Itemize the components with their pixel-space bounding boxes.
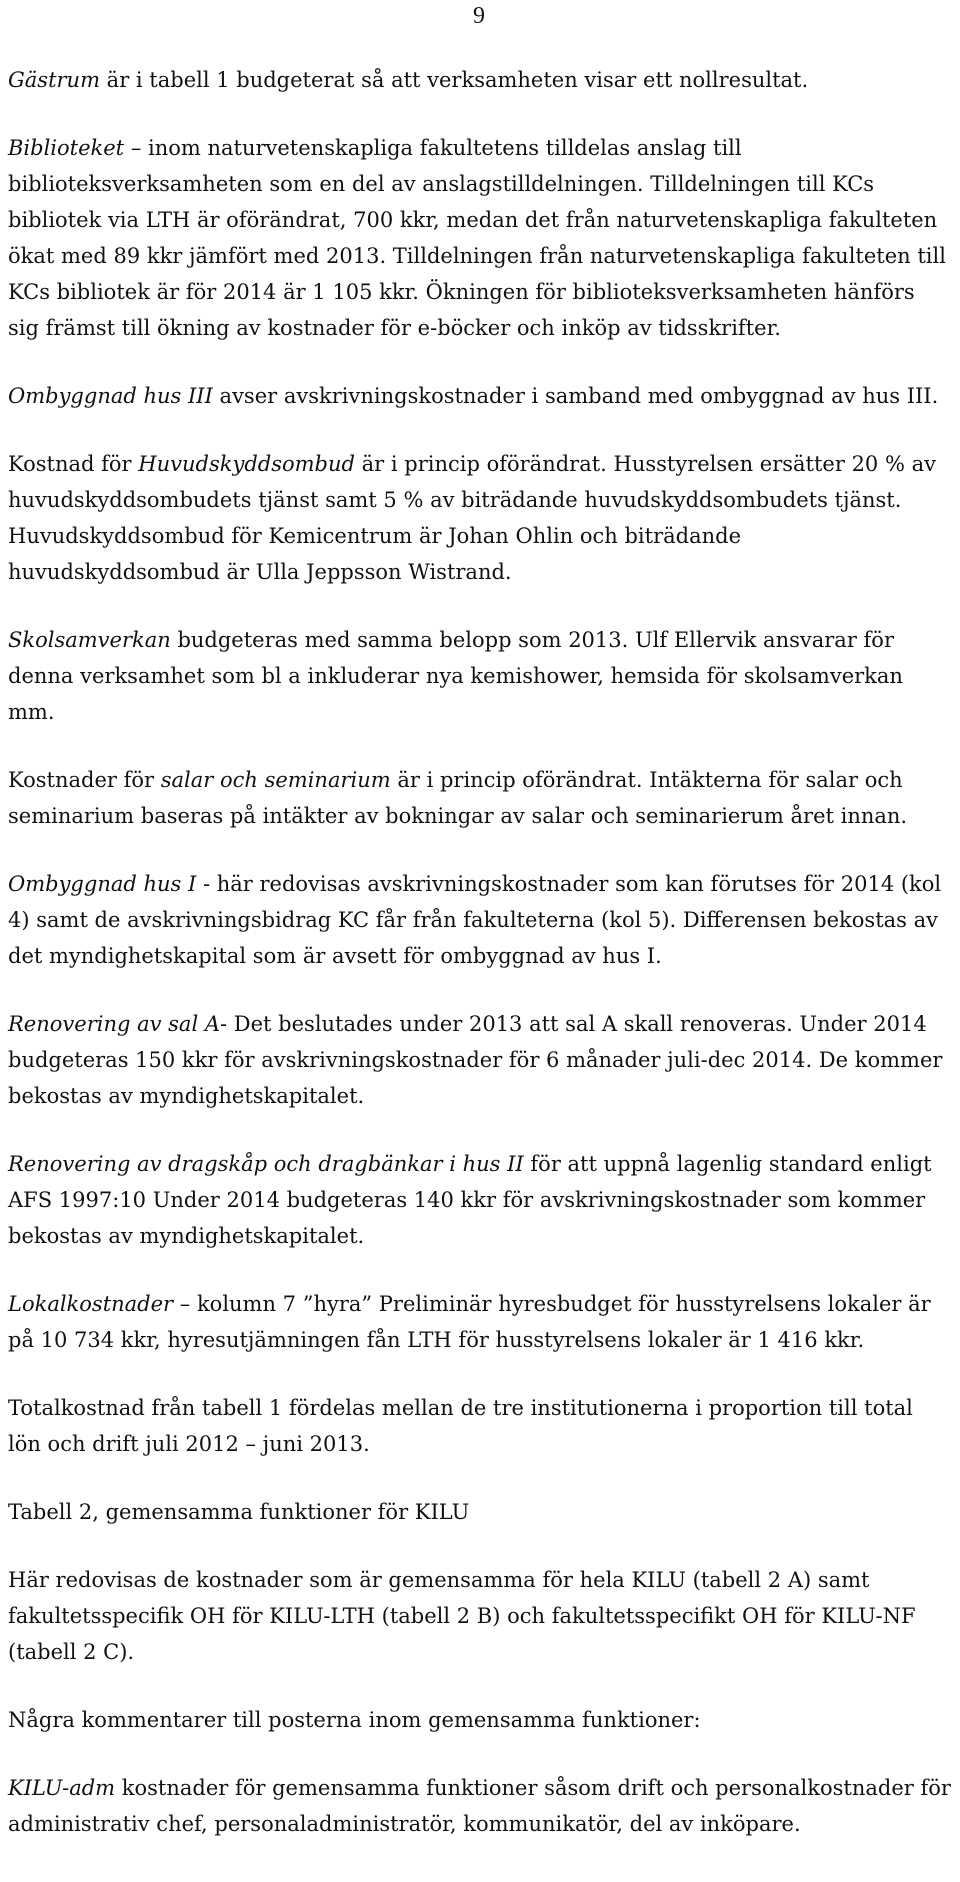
emphasis-term: Renovering av dragskåp och dragbänkar i hus II	[8, 1152, 524, 1176]
paragraph-text: är i tabell 1 budgeterat så att verksamheten visar ett nollresultat.	[100, 68, 809, 92]
paragraph-text: Här redovisas de kostnader som är gemensamma för hela KILU (tabell 2 A) samt fakultetsspecifik OH för KILU-LTH (tabell 2 B) och fakultetsspecifikt OH för KILU-NF (tabell 2 C).	[8, 1568, 916, 1664]
paragraph-kilu-adm	[8, 1770, 952, 1842]
paragraph-skolsamverkan	[8, 622, 952, 730]
emphasis-term: salar och seminarium	[160, 768, 391, 792]
paragraph-text: budgeteras med samma belopp som 2013. Ulf Ellervik ansvarar för denna verksamhet som bl a inkluderar nya kemishower, hemsida för skolsamverkan mm.	[8, 628, 903, 724]
paragraph-text: Totalkostnad från tabell 1 fördelas mellan de tre institutionerna i proportion till total lön och drift juli 2012 – juni 2013.	[8, 1396, 913, 1456]
paragraph-biblioteket	[8, 130, 952, 346]
paragraph-text: är i princip oförändrat. Intäkterna för salar och seminarium baseras på intäkter av bokningar av salar och seminarierum året innan.	[8, 768, 908, 828]
paragraph-salar-och-seminarium	[8, 762, 952, 834]
paragraph-text: Tabell 2, gemensamma funktioner för KILU	[8, 1500, 470, 1524]
paragraph-text: Några kommentarer till posterna inom gemensamma funktioner:	[8, 1708, 701, 1732]
paragraph-text: - här redovisas avskrivningskostnader som kan förutses för 2014 (kol 4) samt de avskrivningsbidrag KC får från fakulteterna (kol 5). Differensen bekostas av det myndighetskapital som är avsett för ombyggnad av hus I.	[8, 872, 942, 968]
paragraph-ombyggnad-hus-i	[8, 866, 952, 974]
emphasis-term: Renovering av sal A	[8, 1012, 221, 1036]
paragraph-gemensamma-kostnader	[8, 1562, 952, 1670]
paragraph-text-prefix: Kostnad för	[8, 452, 139, 476]
paragraph-text-prefix: Kostnader för	[8, 768, 161, 792]
paragraph-huvudskyddsombud	[8, 446, 952, 590]
page-number: 9	[473, 3, 485, 29]
emphasis-term: Ombyggnad hus III	[8, 384, 213, 408]
emphasis-term: Huvudskyddsombud	[138, 452, 355, 476]
paragraph-ombyggnad-hus-iii	[8, 378, 952, 414]
paragraph-text: – kolumn 7 ”hyra” Preliminär hyresbudget för husstyrelsens lokaler är på 10 734 kkr, hyresutjämningen fån LTH för husstyrelsens lokaler är 1 416 kkr.	[8, 1292, 931, 1352]
paragraph-kommentarer	[8, 1702, 952, 1738]
emphasis-term: Lokalkostnader	[8, 1292, 174, 1316]
section-heading-tabell-2	[8, 1494, 952, 1530]
emphasis-term: Skolsamverkan	[8, 628, 171, 652]
paragraph-text: är i princip oförändrat. Husstyrelsen ersätter 20 % av huvudskyddsombudets tjänst samt 5 % av biträdande huvudskyddsombudets tjänst. Huvudskyddsombud för Kemicentrum är Johan Ohlin och biträdande huvudskyddsombud är Ulla Jeppsson Wistrand.	[8, 452, 936, 584]
paragraph-text: kostnader för gemensamma funktioner såsom drift och personalkostnader för administrativ chef, personaladministratör, kommunikatör, del av inköpare.	[8, 1776, 951, 1836]
emphasis-term: KILU-adm	[8, 1776, 116, 1800]
paragraph-text: för att uppnå lagenlig standard enligt AFS 1997:10 Under 2014 budgeteras 140 kkr för avskrivningskostnader som kommer bekostas av myndighetskapitalet.	[8, 1152, 932, 1248]
paragraph-text: – inom naturvetenskapliga fakultetens tilldelas anslag till biblioteksverksamheten som en del av anslagstilldelningen. Tilldelningen till KCs bibliotek via LTH är oförändrat, 700 kkr, medan det från naturvetenskapliga fakulteten ökat med 89 kkr jämfört med 2013. Tilldelningen från naturvetenskapliga fakulteten till KCs bibliotek är för 2014 är 1 105 kkr. Ökningen för biblioteksverksamheten hänförs sig främst till ökning av kostnader för e-böcker och inköp av tidsskrifter.	[8, 136, 946, 340]
paragraph-lokalkostnader	[8, 1286, 952, 1358]
paragraph-totalkostnad	[8, 1390, 952, 1462]
paragraph-text: avser avskrivningskostnader i samband med ombyggnad av hus III.	[212, 384, 939, 408]
emphasis-term: Biblioteket	[8, 136, 125, 160]
paragraph-renovering-dragskap	[8, 1146, 952, 1254]
emphasis-term: Ombyggnad hus I	[8, 872, 197, 896]
emphasis-term: Gästrum	[8, 68, 100, 92]
document-body	[8, 62, 952, 1874]
paragraph-text: - Det beslutades under 2013 att sal A skall renoveras. Under 2014 budgeteras 150 kkr för avskrivningskostnader för 6 månader juli-dec 2014. De kommer bekostas av myndighetskapitalet.	[8, 1012, 943, 1108]
paragraph-gastrum	[8, 62, 952, 98]
paragraph-renovering-sal-a	[8, 1006, 952, 1114]
